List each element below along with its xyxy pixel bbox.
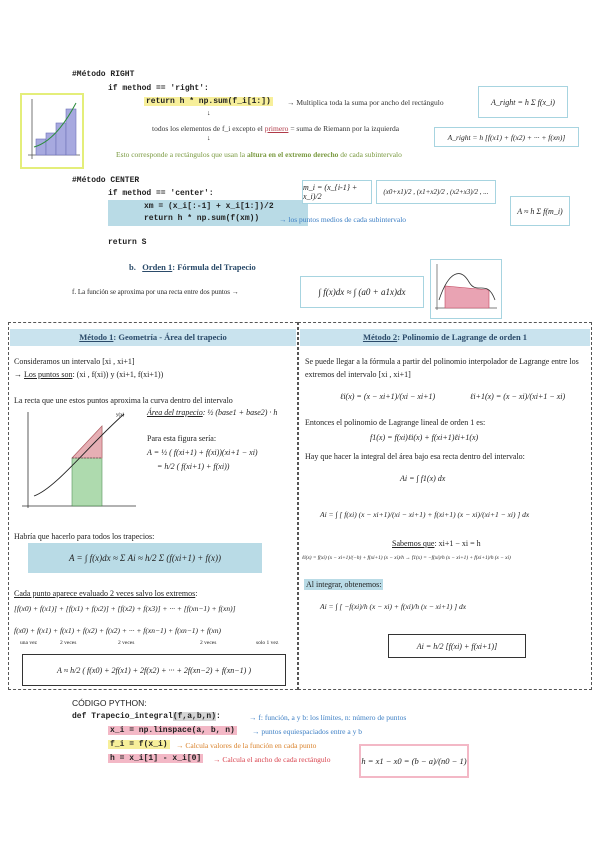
code-def-note: → f: función, a y b: los límites, n: número de puntos: [249, 713, 407, 722]
m1-label-2c: 2 veces: [200, 640, 217, 646]
code-line-3: f_i = f(x_i): [110, 740, 168, 749]
m1-eqA1: A = ½ ( f(xi+1) + f(xi))(xi+1 − xi): [147, 448, 258, 457]
center-return-line: return h * np.sum(f(xm)): [144, 214, 260, 223]
center-eq2-box: (x0+x1)/2 , (x1+x2)/2 , (x2+x3)/2 , ...: [376, 180, 496, 204]
code-def-pre: def Trapecio_integral: [72, 712, 173, 721]
right-figure-box: [20, 93, 84, 169]
right-if-line: if method == 'right':: [108, 84, 209, 93]
m2-sabemos: [392, 539, 481, 548]
m2-sabemos-u: Sabemos que: [392, 539, 435, 548]
m2-poly: f1(x) = f(xi)ℓi(x) + f(xi+1)ℓi+1(x): [370, 433, 479, 442]
right-note-2: [152, 124, 399, 133]
m2-l1: ℓi+1(x) = (x − xi)/(xi+1 − xi): [470, 392, 566, 401]
svg-text:y(x): y(x): [116, 413, 125, 418]
m1-label-2a: 2 veces: [60, 640, 77, 646]
code-def-post: :: [216, 712, 221, 721]
right-note-2-underlined: primero: [264, 124, 289, 133]
section-b-figure: [430, 259, 502, 319]
m1-final-formula: A ≈ h/2 ( f(x0) + 2f(x1) + 2f(x2) + ··· + 2f(xn−2) + f(xn−1) ): [22, 654, 286, 686]
code-h-equation: h = x1 − x0 = (b − a)/(n0 − 1): [359, 744, 469, 778]
metodo2-title-rest: : Polinomio de Lagrange de orden 1: [397, 332, 528, 342]
m1-p2-rest: : (xi , f(xi)) y (xi+1, f(xi+1)): [72, 370, 164, 379]
right-note-3-bold: altura en el extremo derecho: [247, 150, 339, 159]
metodo1-title: [10, 329, 296, 346]
section-b-formula-box: ∫ f(x)dx ≈ ∫ (a0 + a1x)dx: [300, 276, 424, 308]
m2-ai3: Ai = ∫ [ −f(xi)/h (x − xi) + f(xi)/h (x − xi+1) ] dx: [320, 602, 467, 611]
metodo2-title: [300, 329, 590, 346]
center-if-line: if method == 'center':: [108, 189, 214, 198]
m1-para: Para esta figura sería:: [147, 434, 217, 443]
m2-result: Ai = h/2 [f(xi) + f(xi+1)]: [388, 634, 526, 658]
code-def-args: (f,a,b,n): [172, 712, 217, 721]
m1-p5: [14, 589, 198, 598]
right-note-3-post: de cada subintervalo: [338, 150, 402, 159]
right-note-2-post: = suma de Riemann por la izquierda: [288, 124, 400, 133]
m2-p2: Entonces el polinomio de Lagrange lineal de orden 1 es:: [305, 418, 486, 427]
m2-p1: Se puede llegar a la fórmula a partir del polinomio interpolador de Lagrange entre los extremos del intervalo [xi , xi+1]: [305, 357, 579, 379]
m2-p3: Hay que hacer la integral del área bajo esa recta dentro del intervalo:: [305, 452, 525, 461]
center-xm-line: xm = (x_i[:-1] + x_i[1:])/2: [144, 202, 274, 211]
m1-sum-formula: A = ∫ f(x)dx ≈ Σ Ai ≈ h/2 Σ (f(xi+1) + f(x)): [28, 543, 262, 573]
m2-l0: ℓi(x) = (x − xi+1)/(xi − xi+1): [340, 392, 436, 401]
right-header: #Método RIGHT: [72, 70, 135, 79]
m1-p5-rest: :: [195, 589, 198, 598]
code-heading: CÓDIGO PYTHON:: [72, 698, 147, 708]
center-eq1-box: m_i = (x_{i-1} + x_i)/2: [302, 180, 372, 204]
section-b-title-u: Orden 1: [142, 262, 173, 272]
m1-eqA2: = h/2 ( f(xi+1) + f(xi)): [157, 462, 230, 471]
right-note-1: → Multiplica toda la suma por ancho del rectángulo: [287, 98, 444, 107]
m2-sabemos-rest: : xi+1 − xi = h: [434, 539, 481, 548]
m1-label-once-left: una vez: [20, 640, 37, 646]
center-header: #Método CENTER: [72, 176, 140, 185]
m1-expansion-1: [f(x0) + f(x1)] + [f(x1) + f(x2)] + [f(x2) + f(x3)] + ··· + [f(xn−1) + f(xn)]: [14, 604, 236, 613]
m1-p2-u: Los puntos son: [24, 370, 73, 379]
section-b-intro: f. La función se aproxima por una recta entre dos puntos →: [72, 288, 239, 296]
right-riemann-figure: [22, 95, 82, 167]
right-note-3-pre: Esto corresponde a rectángulos que usan la: [116, 150, 247, 159]
section-b-title: [129, 262, 256, 272]
m2-integrar: Al integrar, obtenemos:: [306, 580, 382, 589]
m2-ai2: Ai = ∫ [ f(xi) (x − xi+1)/(xi − xi+1) + f(xi+1) (x − xi)/(xi+1 − xi) ] dx: [320, 510, 530, 519]
m2-subst: ℓi(x) = f(xi) (x − xi+1)/(−h) + f(xi+1) (x − xi)/h → f1(x) = −f(xi)/h (x − xi+1) + f(xi+1)/h (x − xi): [302, 555, 511, 561]
down-arrow-1: ↓: [207, 109, 211, 117]
down-arrow-2: ↓: [207, 134, 211, 142]
center-note: → los puntos medios de cada subintervalo: [279, 215, 407, 224]
code-line-4-note: → Calcula el ancho de cada rectángulo: [213, 755, 331, 764]
metodo2-title-u: Método 2: [362, 332, 398, 342]
code-def-line: [72, 712, 221, 721]
m2-ai: Ai = ∫ f1(x) dx: [400, 474, 446, 483]
m1-label-2b: 2 veces: [118, 640, 135, 646]
m1-area-rest: : ½ (base1 + base2) · h: [202, 408, 278, 417]
code-line-3-note: → Calcula valores de la función en cada punto: [176, 741, 317, 750]
metodo1-title-u: Método 1: [79, 332, 114, 342]
code-line-2: x_i = np.linspace(a, b, n): [110, 726, 235, 735]
center-return-s: return S: [108, 238, 147, 247]
m1-area: [147, 408, 277, 417]
section-b-letter: b.: [129, 262, 136, 272]
center-eq3-box: A ≈ h Σ f(m_i): [510, 196, 570, 226]
m1-label-once-right: solo 1 vez: [256, 640, 279, 646]
m1-p1: Consideramos un intervalo [xi , xi+1]: [14, 357, 135, 366]
m1-p4: Habría que hacerlo para todos los trapecios:: [14, 532, 155, 541]
right-note-3: [116, 150, 402, 159]
code-line-4: h = x_i[1] - x_i[0]: [110, 754, 202, 763]
right-return-line: return h * np.sum(f_i[1:]): [146, 97, 271, 106]
m1-area-u: Área del trapecio: [147, 408, 203, 417]
right-eq2-box: A_right = h [f(x1) + f(x2) + ··· + f(xn)]: [434, 127, 579, 147]
right-note-2-pre: todos los elementos de f_i excepto el: [152, 124, 265, 133]
section-b-title-rest: : Fórmula del Trapecio: [172, 262, 256, 272]
m1-p2: → Los puntos son: (xi , f(xi)) y (xi+1, f(xi+1)): [14, 370, 164, 379]
trapezoid-curve-figure: [431, 260, 499, 316]
m1-p3: La recta que une estos puntos aproxima la curva dentro del intervalo: [14, 396, 233, 405]
right-eq1-box: A_right = h Σ f(x_i): [478, 86, 568, 118]
m1-expansion-2: f(x0) + f(x1) + f(x1) + f(x2) + f(x2) + ··· + f(xn−1) + f(xn−1) + f(xn): [14, 626, 221, 635]
m1-p5-u: Cada punto aparece evaluado 2 veces salvo los extremos: [14, 589, 196, 598]
code-line-2-note: → puntos equiespaciados entre a y b: [252, 727, 362, 736]
metodo1-title-rest: : Geometría - Área del trapecio: [113, 332, 227, 342]
m1-trapezoid-figure: [16, 408, 141, 523]
